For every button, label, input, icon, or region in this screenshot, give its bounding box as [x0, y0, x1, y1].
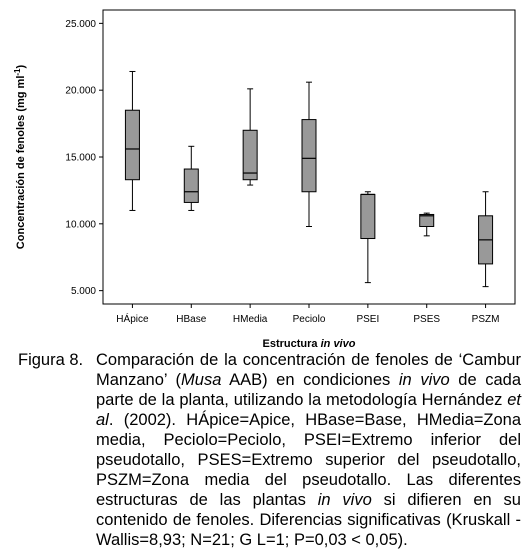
box-body	[361, 194, 375, 238]
box-body	[125, 110, 139, 179]
x-tick-label: HÁpice	[116, 314, 149, 325]
box-2	[184, 146, 198, 210]
y-axis-title-part: Concentración de fenoles (mg ml	[15, 75, 27, 250]
x-tick-label: PSES	[413, 314, 441, 325]
caption-body	[96, 350, 521, 550]
caption-text-8: . (2002). HÁpice=Apice, HBase=Base, HMedia=Zona media, Peciolo=Peciolo, PSEI=Extremo inferior del pseudotallo, PSES=Extremo superior del pseudotallo, PSZM=Zona media del pseudotallo. Las diferentes estructuras de las plantas	[96, 411, 521, 509]
box-4	[302, 82, 316, 226]
caption-label: Figura 8.	[18, 351, 84, 369]
x-axis-title-part: Estructura	[262, 338, 321, 350]
caption-italic-etal: et al	[96, 391, 521, 429]
caption-text-10: si difieren en su contenido de fenoles. Diferencias significativas (Kruskall - Wallis=8,93; N=21; G L=1; P=0,03 < 0,05).	[96, 491, 521, 549]
y-tick-label: 10.000	[65, 219, 96, 231]
box-1	[125, 71, 139, 210]
y-tick-label: 25.000	[65, 18, 96, 30]
x-tick-label: PSZM	[471, 314, 500, 325]
box-7	[479, 192, 493, 287]
caption-text-5: de cada parte de la planta, utilizando la metodología	[96, 371, 521, 409]
y-tick-label: 20.000	[65, 85, 96, 97]
x-tick-label: HMedia	[232, 314, 268, 325]
x-axis-title-italic: in vivo	[320, 338, 356, 350]
caption-italic-invivo-1: in vivo	[398, 371, 450, 389]
y-tick-label: 5.000	[70, 286, 96, 298]
box-5	[361, 192, 375, 283]
caption-italic-musa: Musa	[181, 371, 222, 389]
caption-line-1: Comparación de la concentración de fenoles de	[96, 351, 453, 369]
x-tick-label: PSEI	[356, 314, 380, 325]
caption-italic-invivo-2: in vivo	[317, 491, 372, 509]
x-axis-title	[263, 338, 356, 350]
x-tick-label: Peciolo	[292, 314, 326, 325]
caption-text-2: ‘Cambur Manzano’ (	[96, 351, 521, 389]
y-axis-title	[13, 64, 27, 249]
box-body	[302, 120, 316, 192]
y-axis-title-superscript: -1	[13, 68, 22, 76]
box-body	[243, 130, 257, 179]
box-3	[243, 89, 257, 185]
x-tick-label: HBase	[176, 314, 207, 325]
box-6	[420, 213, 434, 236]
y-tick-label: 15.000	[65, 152, 96, 164]
caption-text-6: Hernández	[421, 391, 508, 409]
box-body	[184, 169, 198, 202]
caption-text-3: AAB) en condiciones	[221, 371, 399, 389]
y-axis-title-part: )	[15, 64, 27, 69]
